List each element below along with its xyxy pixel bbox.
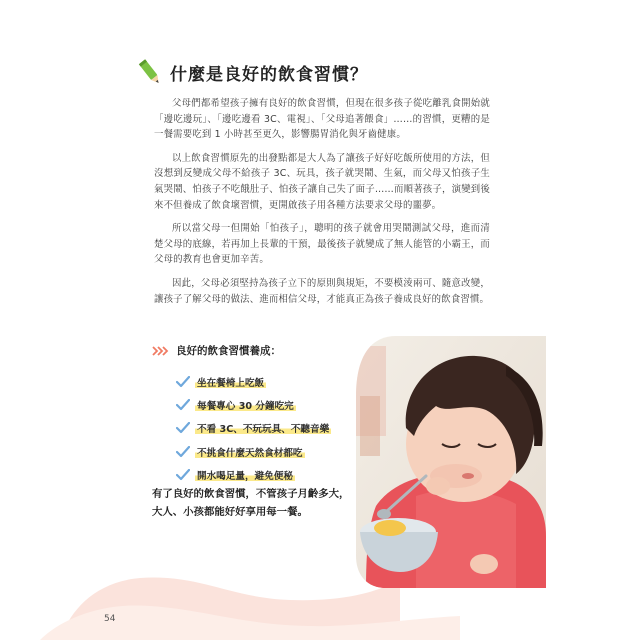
- paragraph: 以上飲食習慣原先的出發點都是大人為了讓孩子好好吃飯所使用的方法，但沒想到反變成父母不給孩子 3C、玩具，孩子就哭鬧、生氣，而父母又怕孩子生氣哭鬧、怕孩子不吃餓肚子、怕孩子讓自己失了面子……而順著孩子，演變到後來不但養成了飲食壞習慣，更開啟孩子用各種方法要求父母的噩夢。: [154, 152, 490, 211]
- page-title: 什麼是良好的飲食習慣？: [170, 64, 368, 85]
- habits-title: [152, 343, 281, 358]
- paragraph: 父母們都希望孩子擁有良好的飲食習慣，但現在很多孩子從吃離乳食開始就「邊吃邊玩」、「邊吃邊看 3C、電視」、「父母追著餵食」……的習慣，更糟的是一餐需要吃到 1 小時甚至更久，影響腸胃消化與牙齒健康。: [154, 98, 490, 141]
- check-icon: [176, 376, 190, 388]
- page-number: 54: [104, 614, 116, 624]
- section-heading: [136, 57, 368, 87]
- habit-label: 不看 3C、不玩玩具、不聽音樂: [195, 421, 331, 435]
- list-item: [176, 393, 331, 416]
- list-item: [176, 440, 331, 463]
- list-item: [176, 417, 331, 440]
- check-icon: [176, 399, 190, 411]
- pencil-icon: [136, 57, 164, 87]
- triple-chevron-icon: [152, 346, 170, 356]
- list-item: [176, 464, 331, 487]
- list-item: [176, 370, 331, 393]
- habit-label: 開水喝足量，避免便秘: [195, 468, 295, 482]
- child-eating-photo: [356, 336, 546, 588]
- check-icon: [176, 469, 190, 481]
- habits-title-label: 良好的飲食習慣養成：: [176, 345, 281, 357]
- paragraph: 所以當父母一但開始「怕孩子」，聰明的孩子就會用哭鬧測試父母，進而清楚父母的底線，若再加上長輩的干預，最後孩子就變成了無人能管的小霸王，而父母的教育也會更加辛苦。: [154, 223, 490, 266]
- habit-label: 不挑食什麼天然食材都吃: [195, 445, 305, 459]
- paragraph: 因此，父母必須堅持為孩子立下的原則與規矩，不要模淩兩可、隨意改變，讓孩子了解父母的做法、進而相信父母，才能真正為孩子養成良好的飲食習慣。: [154, 277, 490, 305]
- check-icon: [176, 422, 190, 434]
- habit-checklist: [176, 370, 331, 487]
- closing-statement: 有了良好的飲食習慣，不管孩子月齡多大，大人、小孩都能好好享用每一餐。: [152, 488, 350, 518]
- habit-label: 每餐專心 30 分鐘吃完: [195, 398, 296, 412]
- check-icon: [176, 446, 190, 458]
- habit-label: 坐在餐椅上吃飯: [195, 375, 266, 389]
- body-text: [154, 96, 490, 315]
